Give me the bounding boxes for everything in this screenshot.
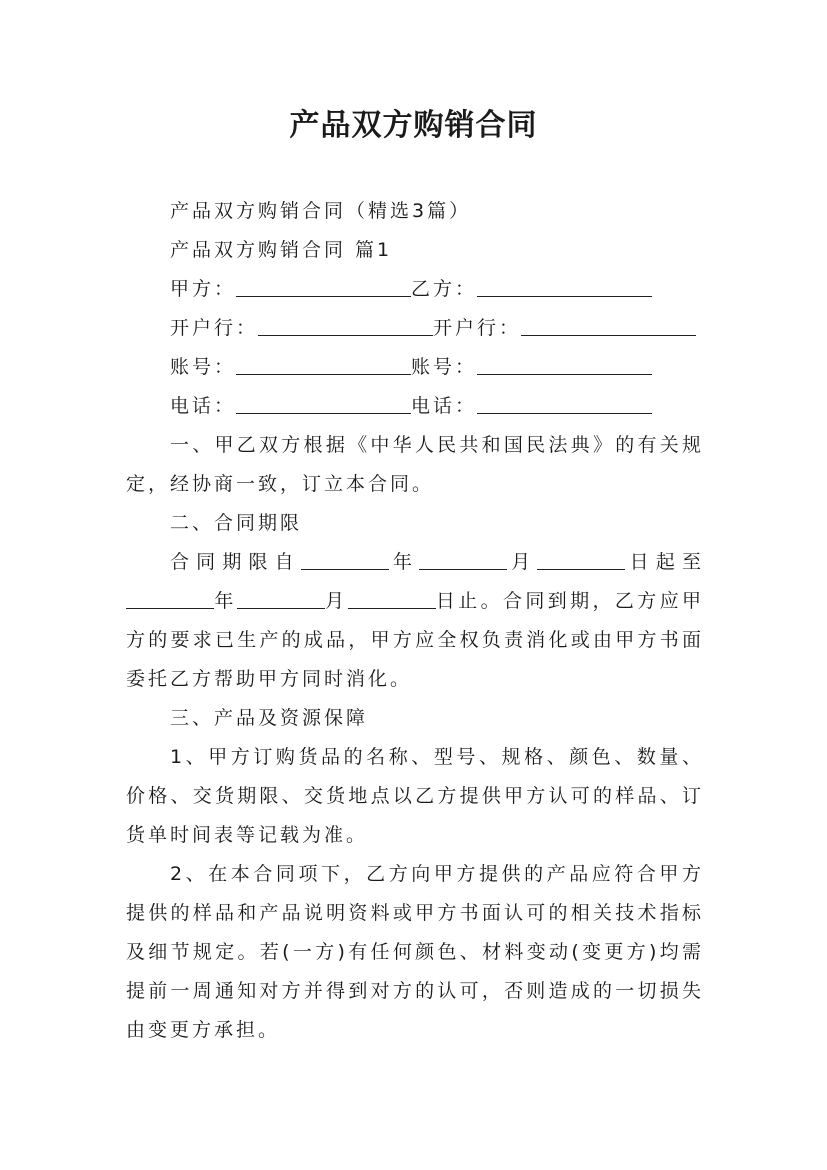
- term-month-2: 月: [324, 590, 348, 612]
- phone-a-blank[interactable]: [236, 391, 411, 414]
- subtitle: 产品双方购销合同（精选3篇）: [170, 200, 472, 222]
- clause-1: 一、甲乙双方根据《中华人民共和国民法典》的有关规定，经协商一致，订立本合同。: [126, 434, 704, 495]
- section-3-heading: 三、产品及资源保障: [170, 707, 369, 729]
- term-paragraph: [126, 543, 704, 699]
- document-body: [126, 192, 704, 1050]
- term-year-2: 年: [214, 590, 237, 612]
- phone-b-label: 电话：: [411, 395, 478, 417]
- term-year-1: 年: [388, 551, 420, 573]
- phone-b-blank[interactable]: [477, 391, 652, 414]
- party-b-label: 乙方：: [411, 278, 478, 300]
- term-day-1: 日起至: [625, 551, 704, 573]
- bank-b-label: 开户行：: [433, 317, 522, 339]
- bank-line: [126, 309, 704, 348]
- phone-a-label: 电话：: [170, 395, 237, 417]
- term-start-year-blank[interactable]: [301, 547, 389, 570]
- account-b-blank[interactable]: [477, 352, 652, 375]
- term-rest: 日止。合同到期，乙方应甲方的要求已生产的成品，甲方应全权负责消化或由甲方书面委托乙方帮助甲方同时消化。: [126, 590, 704, 690]
- party-a-blank[interactable]: [236, 274, 411, 297]
- party-line: [126, 270, 704, 309]
- party-b-blank[interactable]: [477, 274, 652, 297]
- phone-line: [126, 387, 704, 426]
- bank-a-label: 开户行：: [170, 317, 259, 339]
- party-a-label: 甲方：: [170, 278, 237, 300]
- document-title: 产品双方购销合同: [289, 108, 538, 143]
- term-end-day-blank[interactable]: [348, 586, 436, 609]
- term-prefix: 合同期限自: [170, 551, 301, 573]
- bank-a-blank[interactable]: [258, 313, 433, 336]
- account-a-label: 账号：: [170, 356, 237, 378]
- item-2: 2、在本合同项下，乙方向甲方提供的产品应符合甲方提供的样品和产品说明资料或甲方书面认可的相关技术指标及细节规定。若(一方)有任何颜色、材料变动(变更方)均需提前一周通知对方并得到对方的认可，否则造成的一切损失由变更方承担。: [126, 863, 704, 1041]
- item-1: 1、甲方订购货品的名称、型号、规格、颜色、数量、价格、交货期限、交货地点以乙方提供甲方认可的样品、订货单时间表等记载为准。: [126, 746, 704, 846]
- part-heading: 产品双方购销合同 篇1: [170, 239, 393, 261]
- term-end-month-blank[interactable]: [237, 586, 325, 609]
- account-line: [126, 348, 704, 387]
- account-b-label: 账号：: [411, 356, 478, 378]
- bank-b-blank[interactable]: [521, 313, 696, 336]
- term-start-day-blank[interactable]: [537, 547, 625, 570]
- account-a-blank[interactable]: [236, 352, 411, 375]
- section-2-heading: 二、合同期限: [170, 512, 303, 534]
- term-month-1: 月: [507, 551, 538, 573]
- term-start-month-blank[interactable]: [419, 547, 507, 570]
- term-end-year-blank[interactable]: [126, 586, 214, 609]
